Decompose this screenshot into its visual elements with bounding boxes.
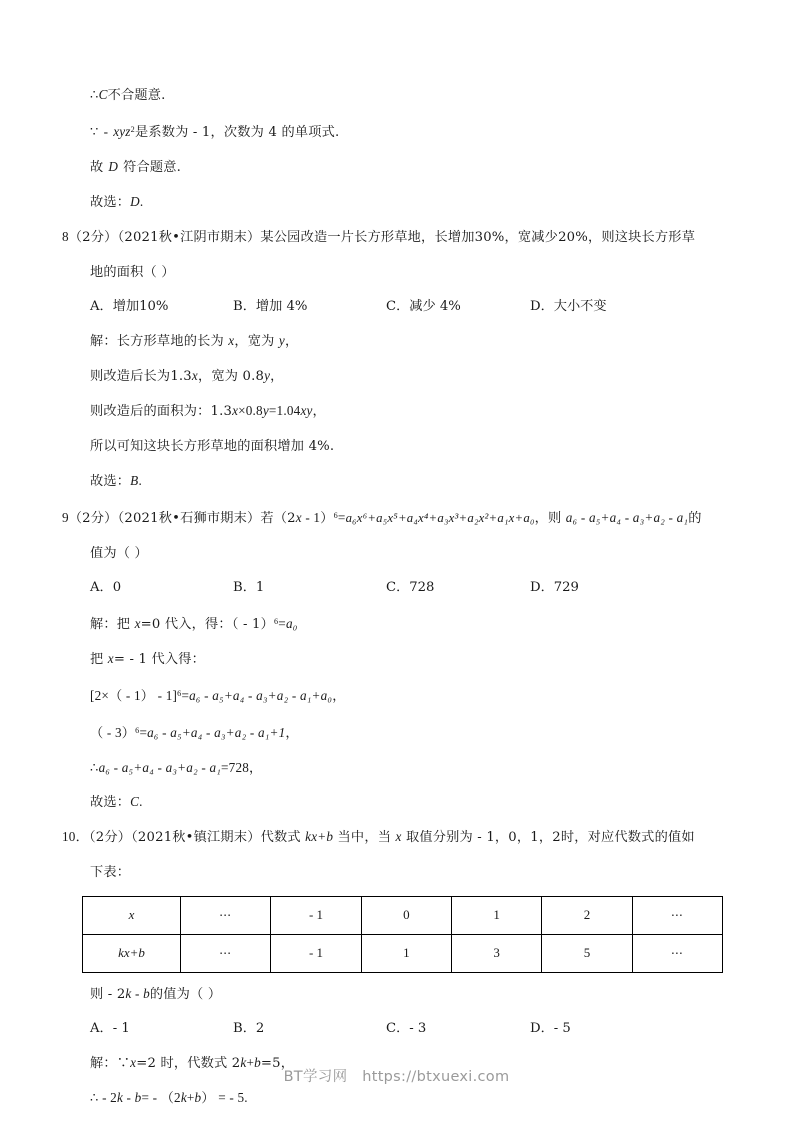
solution-text: 把 xyxy=(90,651,108,667)
period: . xyxy=(139,193,144,209)
option-c[interactable]: C．728 xyxy=(386,579,435,595)
question-score: ．（2分） xyxy=(75,829,132,845)
solution-line xyxy=(62,78,734,113)
equals-expression: =1.04 xyxy=(268,402,301,418)
substitution-expression: （ - 3） xyxy=(90,724,136,740)
question-number: 9 xyxy=(62,509,69,525)
solution-text: =5， xyxy=(260,1055,295,1071)
question-8-stem-line-2 xyxy=(62,255,734,290)
cell-kxb-5: ⋯ xyxy=(632,934,722,972)
question-10-options xyxy=(62,1012,734,1046)
cell-kxb-0: ⋯ xyxy=(181,934,271,972)
variable-y: y xyxy=(262,402,269,418)
question-source: （2021秋•江阴市期末） xyxy=(117,229,261,245)
row-label-kxb: kx+b xyxy=(83,934,181,972)
minus-sign: - xyxy=(131,985,144,1001)
option-a[interactable]: A．增加10% xyxy=(90,298,169,314)
cell-x-0: ⋯ xyxy=(181,896,271,934)
substitution-expression: [2×（ - 1） - 1] xyxy=(90,687,178,703)
solution-line xyxy=(62,605,734,642)
period: . xyxy=(139,793,143,809)
expression-part: - 1） xyxy=(301,509,334,525)
cell-kxb-2: 1 xyxy=(361,934,451,972)
variable-b: b xyxy=(134,1089,142,1105)
solution-text: 则改造后长为1.3 xyxy=(90,368,192,384)
result-value: ） = - 5. xyxy=(201,1089,248,1105)
question-10-stem-line-1 xyxy=(62,820,734,855)
question-text: 取值分别为 - 1，0，1，2时，对应代数式的值如 xyxy=(401,829,695,845)
cell-x-3: 1 xyxy=(451,896,541,934)
multiply-expression: ×0.8 xyxy=(238,402,263,418)
variable-xy: xy xyxy=(300,402,313,418)
question-text: 代数式 xyxy=(260,829,306,845)
option-d[interactable]: D．729 xyxy=(530,579,579,595)
exponent: 2 xyxy=(130,125,135,134)
question-score: （2分） xyxy=(68,510,118,526)
comma: ， xyxy=(284,333,299,349)
footer-watermark xyxy=(0,1065,793,1086)
top-solution-block xyxy=(62,78,734,220)
therefore-expression: ∴ - 2 xyxy=(90,1089,117,1105)
connector-text: ，则 xyxy=(534,510,566,526)
cell-x-2: 0 xyxy=(361,896,451,934)
option-b[interactable]: B．1 xyxy=(233,579,265,595)
table-row xyxy=(83,934,723,972)
variable-b: b xyxy=(143,985,150,1001)
question-10-stem-line-3 xyxy=(62,977,734,1012)
solution-text: ，宽为 0.8 xyxy=(197,368,265,384)
option-b[interactable]: B．2 xyxy=(233,1020,265,1036)
equals-sign: = xyxy=(181,687,190,703)
question-score: （2分） xyxy=(68,229,118,245)
question-text: 某公园改造一片长方形草地，长增加30%，宽减少20%，则这块长方形草 xyxy=(260,229,696,245)
question-text: 则 - 2 xyxy=(90,986,126,1002)
minus-sign: - xyxy=(123,1089,135,1105)
comma: ， xyxy=(270,368,284,384)
solution-line xyxy=(62,150,734,185)
period: . xyxy=(138,472,142,488)
cell-kxb-3: 3 xyxy=(451,934,541,972)
answer-line xyxy=(62,464,734,499)
solution-text: 不合题意. xyxy=(107,88,166,103)
question-text: 当中，当 xyxy=(333,829,396,845)
therefore-word: 故 xyxy=(90,159,104,175)
solution-line xyxy=(62,714,734,751)
question-text: 的值为（ ） xyxy=(149,986,222,1002)
comma: ， xyxy=(285,725,299,741)
option-d[interactable]: D．- 5 xyxy=(530,1020,571,1036)
answer-label: 故选： xyxy=(90,473,131,489)
equals-sign: = xyxy=(139,724,148,740)
plus-sign: + xyxy=(186,1089,195,1105)
question-number: 8 xyxy=(62,228,69,244)
solution-line xyxy=(62,751,734,785)
solution-text: = - 1 代入得： xyxy=(113,651,206,667)
cell-x-5: ⋯ xyxy=(632,896,722,934)
variable-c: C xyxy=(98,87,108,102)
solution-text: =0 代入，得：（ - 1） xyxy=(140,616,274,632)
exponent: 6 xyxy=(274,616,279,626)
coefficient-expression: a₆ - a₅+a₄ - a₃+a₂ - a₁ xyxy=(565,509,689,525)
question-9 xyxy=(62,499,734,820)
option-c[interactable]: C．减少 4% xyxy=(386,298,461,314)
exponent: 6 xyxy=(177,688,182,698)
solution-text: 符合题意. xyxy=(123,159,182,175)
variable-x: x xyxy=(134,615,141,631)
therefore-symbol: ∴ xyxy=(90,87,99,102)
solution-line xyxy=(62,642,734,677)
option-d[interactable]: D．大小不变 xyxy=(530,298,607,314)
option-c[interactable]: C．- 3 xyxy=(386,1020,427,1036)
question-9-stem-line-1 xyxy=(62,499,734,536)
variable-x: x xyxy=(232,402,239,418)
answer-line xyxy=(62,785,734,820)
question-8 xyxy=(62,220,734,499)
monomial-expression: xyz xyxy=(113,123,131,139)
question-text-cont: 地的面积（ ） xyxy=(90,264,175,280)
because-symbol: ∵ xyxy=(90,123,99,139)
variable-y: y xyxy=(264,367,271,383)
comma: ， xyxy=(332,688,346,704)
page-content xyxy=(62,78,734,1115)
solution-line xyxy=(62,677,734,714)
equals-sign: = xyxy=(337,509,346,525)
algebraic-expression: kx+b xyxy=(305,828,334,844)
variable-k: k xyxy=(125,985,132,1001)
coefficient-expression: a₆ - a₅+a₄ - a₃+a₂ - a₁ xyxy=(98,759,222,775)
variable-x: x xyxy=(295,509,302,525)
result-value: =728， xyxy=(221,759,263,775)
solution-text: 则改造后的面积为：1.3 xyxy=(90,403,233,419)
variable-x: x xyxy=(228,332,235,348)
answer-line xyxy=(62,185,734,220)
variable-k: k xyxy=(240,1054,247,1070)
solution-text: =2 时，代数式 2 xyxy=(136,1055,241,1071)
answer-value: B xyxy=(130,472,139,488)
cell-kxb-1: - 1 xyxy=(271,934,361,972)
answer-value: D xyxy=(130,193,140,209)
solution-line xyxy=(62,324,734,359)
solution-line xyxy=(62,359,734,394)
solution-text: 所以可知这块长方形草地的面积增加 4%. xyxy=(90,438,335,454)
variable-b: b xyxy=(254,1054,261,1070)
variable-k: k xyxy=(116,1089,124,1105)
answer-value: C xyxy=(130,793,140,809)
solution-text: 解：长方形草地的长为 xyxy=(90,333,229,349)
question-10-stem-line-2 xyxy=(62,855,734,890)
coefficient-a0: a₀ xyxy=(285,615,298,631)
question-text: 若（2 xyxy=(260,510,296,526)
value-table-wrapper xyxy=(62,896,734,973)
exponent: 6 xyxy=(135,725,140,735)
solution-text: 解：把 xyxy=(90,616,135,632)
therefore-symbol: ∴ xyxy=(90,759,99,775)
cell-x-1: - 1 xyxy=(271,896,361,934)
question-source: （2021秋•镇江期末） xyxy=(131,829,261,845)
coefficient-expression: a₆ - a₅+a₄ - a₃+a₂ - a₁+1 xyxy=(147,724,286,740)
solution-line xyxy=(62,429,734,464)
exponent: 6 xyxy=(333,510,338,520)
question-number: 10 xyxy=(62,828,76,844)
solution-line xyxy=(62,113,734,150)
site-url: https://btxuexi.com xyxy=(362,1069,510,1085)
comma: ， xyxy=(312,403,326,419)
question-text-cont: 值为（ ） xyxy=(90,545,148,561)
option-a[interactable]: A．0 xyxy=(90,579,122,595)
variable-x: x xyxy=(191,367,198,383)
question-text-cont: 下表： xyxy=(90,864,131,880)
option-b[interactable]: B．增加 4% xyxy=(233,298,308,314)
variable-x: x xyxy=(395,828,402,844)
variable-x: x xyxy=(107,650,114,666)
question-text-tail: 的 xyxy=(688,510,702,526)
polynomial-expansion: a₆x⁶+a₅x⁵+a₄x⁴+a₃x³+a₂x²+a₁x+a₀ xyxy=(345,510,535,525)
table-row xyxy=(83,896,723,934)
site-name: BT学习网 xyxy=(283,1069,348,1085)
coefficient-expression: a₆ - a₅+a₄ - a₃+a₂ - a₁+a₀ xyxy=(189,687,333,703)
variable-k: k xyxy=(180,1089,187,1105)
cell-x-4: 2 xyxy=(542,896,632,934)
solution-text: 是系数为 - 1，次数为 4 的单项式. xyxy=(134,124,340,140)
answer-label: 故选： xyxy=(90,194,131,210)
question-9-options xyxy=(62,571,734,605)
cell-kxb-4: 5 xyxy=(542,934,632,972)
question-9-stem-line-2 xyxy=(62,536,734,571)
variable-d: D xyxy=(108,158,119,174)
solution-line xyxy=(62,394,734,429)
variable-x: x xyxy=(130,1054,137,1070)
option-a[interactable]: A．- 1 xyxy=(90,1020,130,1036)
question-source: （2021秋•石狮市期末） xyxy=(117,510,261,526)
value-table xyxy=(82,896,723,973)
solution-text: 解：∵ xyxy=(90,1055,131,1071)
variable-y: y xyxy=(278,332,285,348)
minus-sign: - xyxy=(103,123,109,139)
equals-sign: = xyxy=(278,615,286,631)
equals-expression: = - （2 xyxy=(141,1089,181,1105)
variable-b: b xyxy=(194,1089,202,1105)
solution-text: ，宽为 xyxy=(234,333,279,349)
plus-sign: + xyxy=(246,1054,255,1070)
row-label-x: x xyxy=(83,896,181,934)
question-8-options xyxy=(62,290,734,324)
question-8-stem-line-1 xyxy=(62,220,734,255)
answer-label: 故选： xyxy=(90,794,131,810)
